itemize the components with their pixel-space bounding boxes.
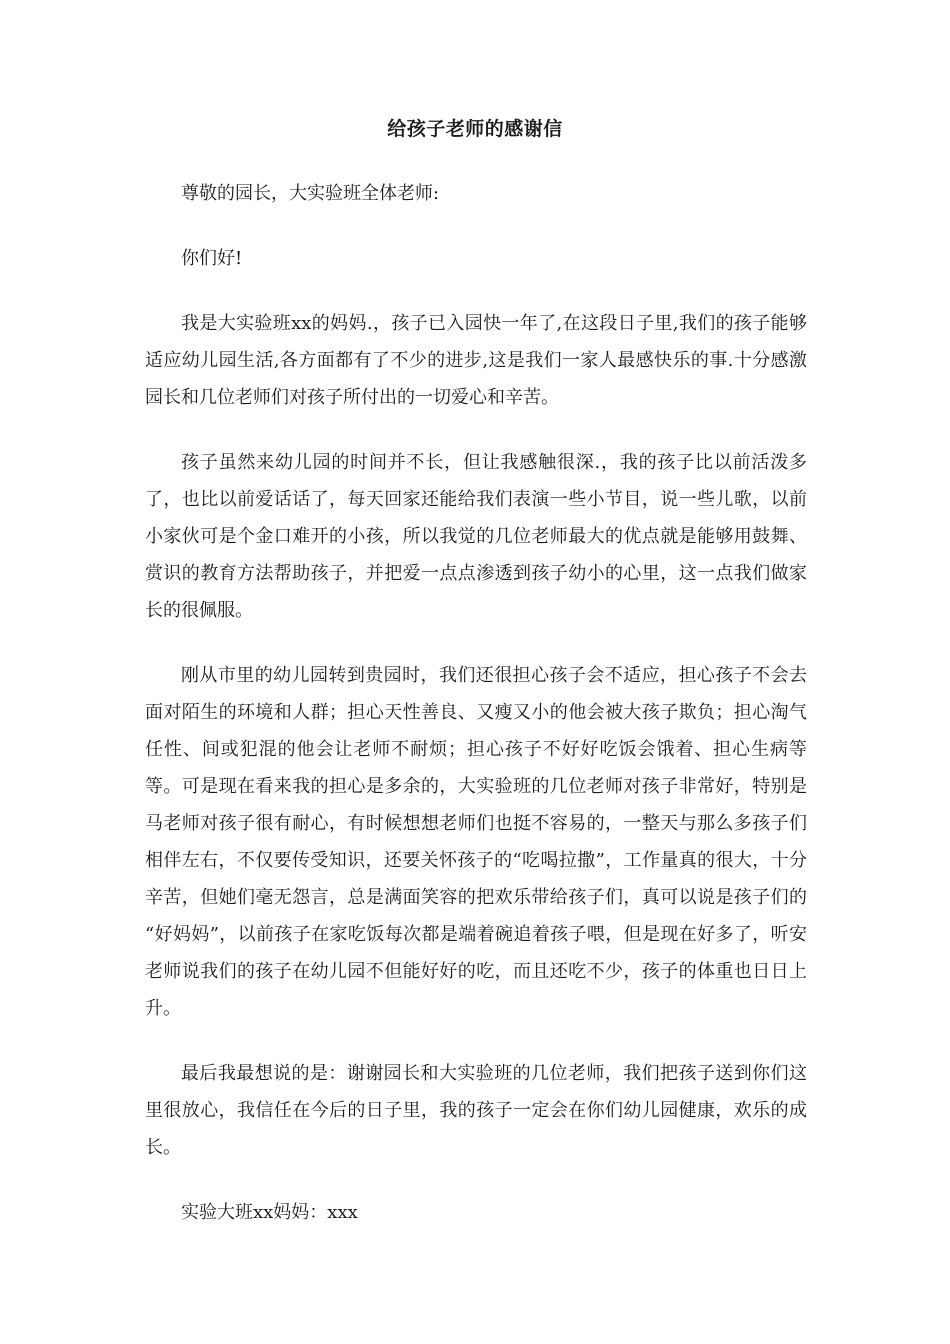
paragraph-3: 刚从市里的幼儿园转到贵园时，我们还很担心孩子会不适应，担心孩子不会去面对陌生的环境和人群；担心天性善良、又瘦又小的他会被大孩子欺负；担心淘气任性、间或犯混的他会让老师不耐烦；担心孩子不好好吃饭会饿着、担心生病等等。可是现在看来我的担心是多余的，大实验班的几位老师对孩子非常好，特别是马老师对孩子很有耐心，有时候想想老师们也挺不容易的，一整天与那么多孩子们相伴左右，不仅要传受知识，还要关怀孩子的“吃喝拉撒”，工作量真的很大，十分辛苦，但她们毫无怨言，总是满面笑容的把欢乐带给孩子们，真可以说是孩子们的 “好妈妈”，以前孩子在家吃饭每次都是端着碗追着孩子喂，但是现在好多了，听安老师说我们的孩子在幼儿园不但能好好的吃，而且还吃不少，孩子的体重也日日上升。 [145, 665, 807, 1019]
paragraph-2: 孩子虽然来幼儿园的时间并不长，但让我感触很深.，我的孩子比以前活泼多了，也比以前爱话话了，每天回家还能给我们表演一些小节目，说一些儿歌，以前小家伙可是个金口难开的小孩，所以我觉的几位老师最大的优点就是能够用鼓舞、赏识的教育方法帮助孩子，并把爱一点点渗透到孩子幼小的心里，这一点我们做家长的很佩服。 [145, 452, 807, 621]
letter-title: 给孩子老师的感谢信 [387, 118, 563, 140]
paragraph-4: 最后我最想说的是：谢谢园长和大实验班的几位老师，我们把孩子送到你们这里很放心，我信任在今后的日子里，我的孩子一定会在你们幼儿园健康，欢乐的成长。 [145, 1063, 807, 1158]
letter-body [145, 175, 807, 1231]
greeting: 你们好! [181, 248, 243, 269]
paragraph-1: 我是大实验班xx的妈妈.，孩子已入园快一年了,在这段日子里,我们的孩子能够适应幼儿园生活,各方面都有了不少的进步,这是我们一家人最感快乐的事.十分感激园长和几位老师们对孩子所付出的一切爱心和辛苦。 [145, 313, 807, 408]
salutation: 尊敬的园长，大实验班全体老师: [181, 183, 440, 204]
signature: 实验大班xx妈妈：xxx [181, 1202, 358, 1223]
